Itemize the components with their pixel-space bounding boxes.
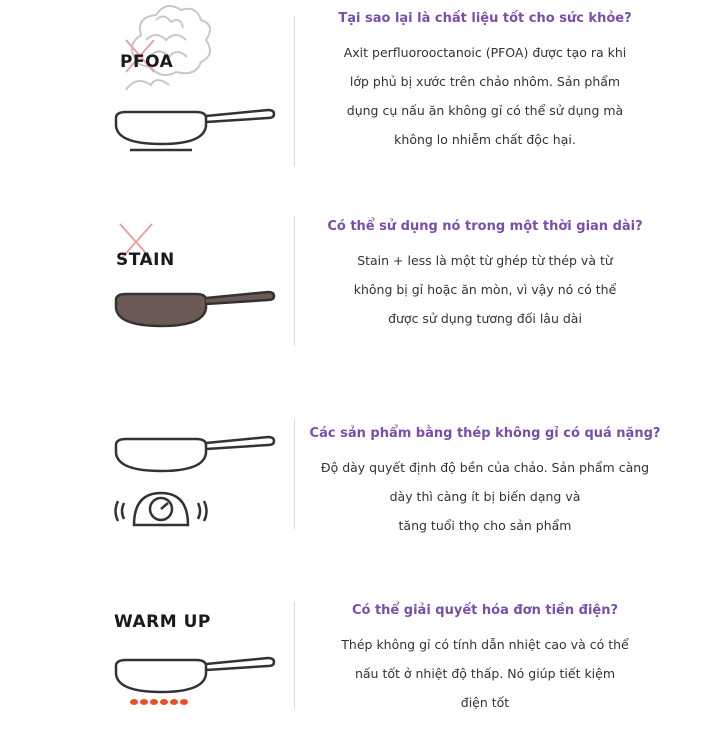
warm-up-label: WARM UP <box>114 612 211 632</box>
answer-line: lớp phủ bị xước trên chảo nhôm. Sản phẩm <box>349 74 621 89</box>
answer-line: không bị gỉ hoặc ăn mòn, vì vậy nó có thể <box>353 282 617 297</box>
answer-line: tăng tuổi thọ cho sản phẩm <box>398 518 572 533</box>
section-warm-up <box>0 592 709 709</box>
question-heading: Có thể sử dụng nó trong một thời gian dài? <box>327 219 643 234</box>
section-pfoa <box>0 0 709 180</box>
stained-pan-icon <box>96 210 286 360</box>
answer-line: không lo nhiễm chất độc hại. <box>394 132 576 147</box>
answer-line: điện tốt <box>460 695 510 710</box>
pfoa-smoke-pan-icon <box>96 0 286 150</box>
divider <box>294 16 295 166</box>
stain-label: STAIN <box>116 250 175 270</box>
divider <box>294 602 295 709</box>
section-weight <box>0 415 709 545</box>
answer-line: dụng cụ nấu ăn không gỉ có thể sử dụng mà <box>346 103 624 118</box>
pfoa-label: PFOA <box>120 52 174 72</box>
answer-line: được sử dụng tương đối lâu dài <box>388 311 582 326</box>
section-text <box>300 425 670 540</box>
section-text <box>300 10 670 154</box>
answer-line: Thép không gỉ có tính dẫn nhiệt cao và có thể <box>341 637 629 652</box>
section-text <box>300 602 670 717</box>
answer-line: Stain + less là một từ ghép từ thép và từ <box>357 253 613 268</box>
section-stain <box>0 210 709 360</box>
section-text <box>300 218 670 333</box>
question-heading: Tại sao lại là chất liệu tốt cho sức khỏe? <box>338 11 632 26</box>
answer-line: Axit perfluorooctanoic (PFOA) được tạo ra khi <box>343 45 627 60</box>
answer-line: nấu tốt ở nhiệt độ thấp. Nó giúp tiết kiệm <box>354 666 616 681</box>
divider <box>294 216 295 346</box>
divider <box>294 419 295 529</box>
pan-on-scale-icon <box>96 415 286 565</box>
answer-line: Độ dày quyết định độ bền của chảo. Sản phẩm càng <box>320 460 650 475</box>
question-heading: Có thể giải quyết hóa đơn tiền điện? <box>351 603 619 618</box>
question-heading: Các sản phẩm bằng thép không gỉ có quá nặng? <box>309 426 661 441</box>
answer-line: dày thì càng ít bị biến dạng và <box>389 489 581 504</box>
pan-on-flame-icon <box>96 592 286 742</box>
